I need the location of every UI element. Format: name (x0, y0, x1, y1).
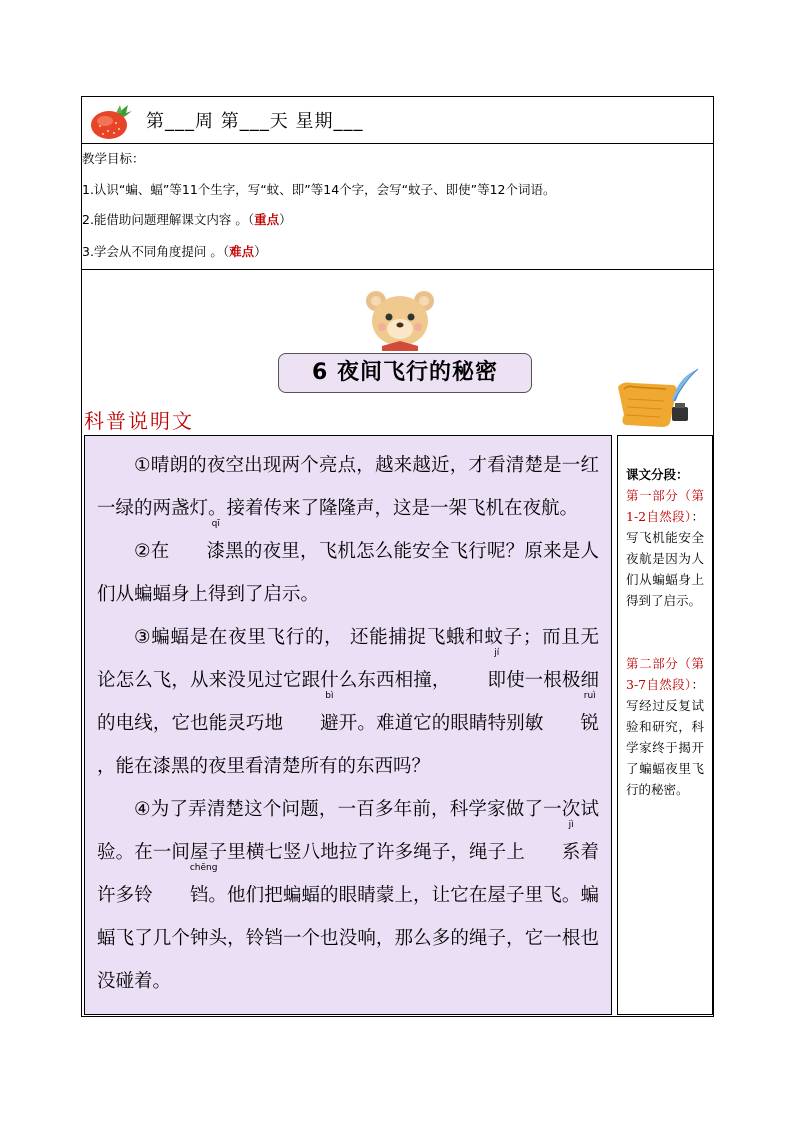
part-1-text: ：写飞机能安全夜航是因为人们从蝙蝠身上得到了启示。 (626, 509, 704, 608)
char-qi: 漆 (206, 541, 225, 562)
strawberry-icon (88, 101, 134, 141)
pinyin-ji: jí (494, 648, 500, 658)
p3-text-a: ③蝙蝠是在夜里飞行的， 还能捕捉飞蛾和蚊子；而且无论怎么飞，从来没见过它跟什么东西相撞， (97, 627, 599, 691)
goal-item-2-text: 2.能借助问题理解课文内容 。（ (82, 212, 255, 227)
difficulty-tag: 难点 (229, 244, 255, 259)
paragraph-3 (97, 616, 599, 788)
p2-text-a: ②在 (134, 541, 170, 562)
goal-item-2-close: ） (279, 212, 292, 227)
char-dang: 铛 (189, 885, 209, 906)
paragraph-4 (97, 788, 599, 1003)
goal-item-2 (82, 210, 292, 228)
paragraph-1: ①晴朗的夜空出现两个亮点，越来越近，才看清楚是一红一绿的两盏灯。接着传来了隆隆声，这是一架飞机在夜航。 (97, 455, 599, 519)
p4-text-b: 着许多铃 (97, 842, 599, 906)
pinyin-xi: jì (568, 820, 574, 830)
part-1-note (626, 485, 704, 611)
pinyin-bi: bì (325, 691, 334, 701)
pinyin-qi: qī (211, 519, 220, 529)
char-ji: 即 (487, 670, 506, 691)
p4-text-a: ④为了弄清楚这个问题，一百多年前，科学家做了一次试验。在一间屋子里横七竖八地拉了许多绳子，绳子上 (97, 799, 599, 863)
section-notes-heading: 课文分段： (626, 467, 689, 482)
pinyin-rui: ruì (583, 691, 596, 701)
pinyin-char-bi (283, 691, 339, 745)
week-day-line: 第___周 第___天 星期___ (146, 111, 364, 132)
p3-text-c: 开。难道它的眼睛特别敏 (338, 713, 544, 734)
goal-item-3-close: ） (254, 244, 267, 259)
pinyin-char-dang (153, 863, 218, 917)
p3-text-b: 使一根极细的电线，它也能灵巧地 (97, 670, 599, 734)
char-rui: 锐 (580, 713, 599, 734)
p2-text-b: 黑的夜里，飞机怎么能安全飞行呢？原来是人们从蝙蝠身上得到了启示。 (97, 541, 599, 605)
part-2-text: ：写经过反复试验和研究，科学家终于揭开了蝙蝠夜里飞行的秘密。 (626, 677, 704, 797)
bear-mascot-icon (362, 289, 438, 351)
goal-item-1: 1.认识“蝙、蝠”等11个生字，写“蚊、即”等14个字，会写“蚊子、即使”等12个词语。 (82, 182, 556, 197)
pinyin-dang: chēng (189, 863, 218, 873)
pinyin-char-xi (525, 820, 581, 874)
part-2-note (626, 653, 704, 800)
goals-heading: 教学目标： (82, 151, 145, 166)
goal-item-3-text: 3.学会从不同角度提问 。（ (82, 244, 230, 259)
pinyin-char-qi (169, 519, 225, 573)
section-notes (617, 435, 713, 1015)
part-1-label: 第一部分（第1-2自然段） (626, 488, 704, 524)
teaching-goals (82, 143, 713, 270)
genre-label: 科普说明文 (84, 409, 194, 433)
pinyin-char-rui (543, 691, 599, 745)
paragraph-2 (97, 519, 599, 616)
p4-text-c: 。他们把蝙蝠的眼睛蒙上，让它在屋子里飞。蝙蝠飞了几个钟头，铃铛一个也没响，那么多的绳子，它一根也没碰着。 (97, 885, 599, 992)
goal-item-3 (82, 242, 267, 260)
note-spacer (626, 611, 704, 653)
p3-text-d: ，能在漆黑的夜里看清楚所有的东西吗？ (97, 756, 431, 777)
section-notes-body (626, 464, 704, 800)
pinyin-char-ji (450, 648, 506, 702)
part-2-label: 第二部分（第3-7自然段） (626, 656, 704, 692)
passage-box (84, 435, 612, 1015)
scroll-quill-icon (612, 367, 702, 429)
header-row (82, 97, 713, 144)
lesson-title: 6 夜间飞行的秘密 (278, 353, 532, 393)
char-bi: 避 (320, 713, 339, 734)
lesson-plan-frame (81, 96, 714, 1017)
key-point-tag: 重点 (254, 212, 280, 227)
char-xi: 系 (561, 842, 581, 863)
